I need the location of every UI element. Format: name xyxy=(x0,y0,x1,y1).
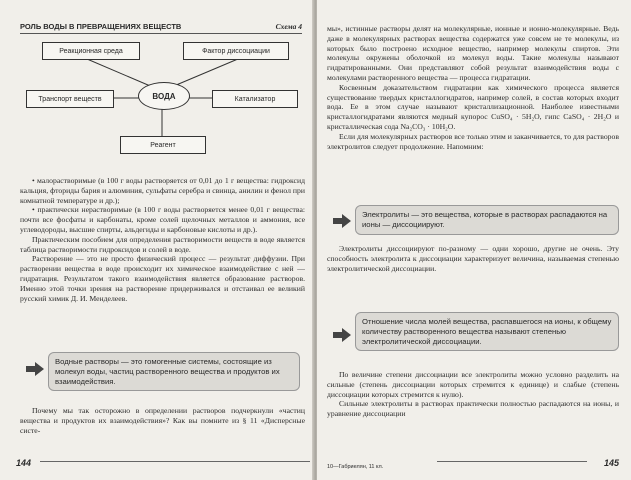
right-body-text xyxy=(327,24,619,151)
header-title: РОЛЬ ВОДЫ В ПРЕВРАЩЕНИЯХ ВЕЩЕСТВ xyxy=(20,22,182,31)
box-dissociation-factor: Фактор диссоциации xyxy=(183,42,289,60)
paragraph: Электролиты диссоциируют по-разному — одни хорошо, другие не очень. Эту способность электролита к диссоциации характеризует величина, называемая степенью электролитической диссоциации. xyxy=(327,244,619,273)
arrow-icon xyxy=(26,362,44,376)
page-header xyxy=(20,22,302,34)
page-number: 145 xyxy=(603,458,619,468)
arrow-icon xyxy=(333,328,351,342)
box-catalyst: Катализатор xyxy=(212,90,298,108)
paragraph: Почему мы так осторожно в определении растворов подчеркнули «частиц вещества и продуктов их взаимодействия»? Как вы помните из § 11 «Дисперсные систе- xyxy=(20,406,305,435)
footer-rule xyxy=(437,461,587,462)
box-transport: Транспорт веществ xyxy=(26,90,114,108)
box-reaction-medium: Реакционная среда xyxy=(42,42,140,60)
header-scheme: Схема 4 xyxy=(275,22,302,31)
right-page xyxy=(317,0,631,480)
callout-aqueous-solutions: Водные растворы — это гомогенные системы, состоящие из молекул воды, частиц растворенного вещества и продуктов их взаимодействия. xyxy=(48,352,300,391)
paragraph: мы», истинные растворы делят на молекулярные, ионные и ионно-молекулярные. Ведь даже в молекулярных растворах вещества содержатся уже совсем не те молекулы, из которых было построено исходное вещество, например молекулы спиртов. Эти молекулы окружены оболочкой из молекул воды. Такие молекулы называют гидратированными. Они представляют собой результат взаимодействия воды с молекулами растворенного вещества — процесса гидратации. xyxy=(327,24,619,82)
water-role-diagram xyxy=(20,36,305,170)
box-reagent: Реагент xyxy=(120,136,206,154)
callout-dissociation-degree: Отношение числа молей вещества, распавшегося на ионы, к общему количеству растворенного вещества называют степенью электролитической диссоциации. xyxy=(355,312,619,351)
left-page xyxy=(0,0,314,480)
paragraph: • малорастворимые (в 100 г воды растворяется от 0,01 до 1 г вещества: гидроксид кальция, фториды бария и алюминия, сульфаты серебра и свинца, анилин и фенол при комнатной температуре и др.); xyxy=(20,176,305,205)
left-body-text xyxy=(20,176,305,303)
arrow-icon xyxy=(333,214,351,228)
right-bottom-text xyxy=(327,370,619,419)
paragraph: Практическим пособием для определения растворимости веществ в воде является таблица растворимости гидроксидов и солей в воде. xyxy=(20,234,305,254)
center-water: ВОДА xyxy=(138,82,190,110)
right-mid-text xyxy=(327,244,619,273)
paragraph: • практически нерастворимые (в 100 г воды растворяется менее 0,01 г вещества: почти все фосфаты и карбонаты, кроме солей щелочных металлов и аммония, все углеводороды, высшие спирты, альдегиды и карбоновые кислоты и др.). xyxy=(20,205,305,234)
paragraph: Растворение — это не просто физический процесс — результат диффузии. При растворении вещества в воде происходит их химическое взаимодействие с ней — гидратация. Результатом такого взаимодействия является образование растворов. Именно этой точки зрения на растворение придерживался и отстаивал ее великий русский химик Д. И. Менделеев. xyxy=(20,254,305,303)
paragraph: По величине степени диссоциации все электролиты можно условно разделить на сильные (степень диссоциации которых стремится к единице) и слабые (степень диссоциации которых стремится к нулю). xyxy=(327,370,619,399)
footnote: 10—Габриелян, 11 кл. xyxy=(327,464,384,470)
left-bottom-text xyxy=(20,406,305,435)
callout-electrolytes: Электролиты — это вещества, которые в растворах распадаются на ионы — диссоциируют. xyxy=(355,205,619,235)
paragraph: Если для молекулярных растворов все только этим и заканчивается, то для растворов электролитов следует продолжение. Напомним: xyxy=(327,131,619,151)
paragraph: Косвенным доказательством гидратации как химического процесса является существование твердых кристаллогидратов, например солей, в состав которых входит вода. Ее в этом случае называют кристаллизационной. Наиболее известными кристаллогидратами являются медный купорос CuSO₄ · 5H₂O, гипс CaSO₄ · 2H₂O и кристаллическая сода Na₂CO₃ · 10H₂O. xyxy=(327,82,619,131)
footer-rule xyxy=(40,461,310,462)
paragraph: Сильные электролиты в растворах практически полностью распадаются на ионы, и уравнение диссоциации xyxy=(327,399,619,419)
page-number: 144 xyxy=(16,458,32,468)
